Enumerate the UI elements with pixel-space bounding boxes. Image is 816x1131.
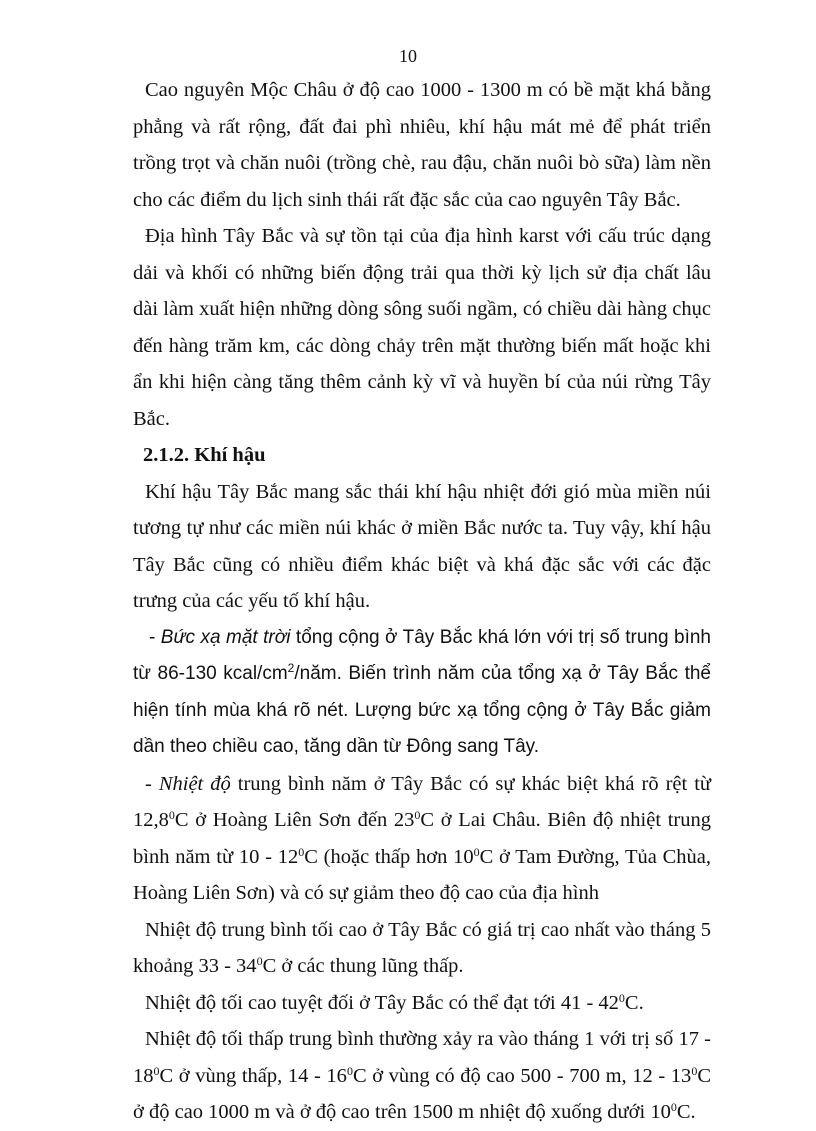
superscript: 0 <box>473 844 480 859</box>
text-segment: C ở vùng có độ cao 500 - 700 m, 12 - 13 <box>352 1064 692 1087</box>
term-temperature: Nhiệt độ <box>158 772 231 795</box>
text-segment: C ở các thung lũng thấp. <box>262 955 464 977</box>
paragraph-karst-terrain: Địa hình Tây Bắc và sự tồn tại của địa hình karst với cấu trúc dạng dải và khối có những biến động trải qua thời kỳ lịch sử địa chất lâu dài làm xuất hiện những dòng sông suối ngầm, có chiều dài hàng chục đến hàng trăm km, các dòng chảy trên mặt thường biến mất hoặc khi ẩn khi hiện càng tăng thêm cảnh kỳ vĩ và huyền bí của núi rừng Tây Bắc. <box>133 225 711 430</box>
dash: - <box>145 772 159 795</box>
paragraph-max-temperature <box>133 912 711 985</box>
paragraph-moc-chau: Cao nguyên Mộc Châu ở độ cao 1000 - 1300 m có bề mặt khá bằng phẳng và rất rộng, đất đai phì nhiêu, khí hậu mát mẻ để phát triển trồng trọt và chăn nuôi (trồng chè, rau đậu, chăn nuôi bò sữa) làm nền cho các điểm du lịch sinh thái rất đặc sắc của cao nguyên Tây Bắc. <box>133 79 711 211</box>
text-segment: /năm. Biến trình năm của tổng xạ ở Tây Bắc thể hiện tính mùa khá rõ nét. Lượng bức xạ tổng cộng ở Tây Bắc giảm dần theo chiều cao, tăng dần từ Đông sang Tây. <box>133 663 711 757</box>
superscript: 0 <box>670 1100 677 1114</box>
section-heading-climate: 2.1.2. Khí hậu <box>143 444 266 466</box>
text-segment: C (hoặc thấp hơn 10 <box>304 845 474 868</box>
paragraph-min-temperature <box>133 1021 711 1131</box>
superscript: 0 <box>256 954 263 968</box>
superscript: 0 <box>618 990 625 1005</box>
text-segment: trung bình năm ở Tây Bắc có sự khác biệt khá rõ rệt từ 12,8 <box>133 772 712 831</box>
text-segment: Nhiệt độ trung bình tối cao ở Tây Bắc có giá trị cao nhất vào tháng 5 khoảng 33 - 34 <box>133 918 711 977</box>
paragraph-absolute-max <box>133 985 711 1022</box>
text-segment: C. <box>676 1101 696 1123</box>
text-segment: Nhiệt độ tối cao tuyệt đối ở Tây Bắc có thể đạt tới 41 - 42 <box>145 991 619 1014</box>
superscript: 0 <box>153 1063 160 1078</box>
text-segment: Nhiệt độ tối thấp trung bình thường xảy ra vào tháng 1 với trị số 17 - 18 <box>133 1028 711 1087</box>
text-segment: tổng cộng ở Tây Bắc khá lớn với trị số trung bình từ 86-130 kcal/cm <box>133 626 712 684</box>
paragraph-climate-overview: Khí hậu Tây Bắc mang sắc thái khí hậu nhiệt đới gió mùa miền núi tương tự như các miền núi khác ở miền Bắc nước ta. Tuy vậy, khí hậu Tây Bắc cũng có nhiều điểm khác biệt và khá đặc sắc với các đặc trưng của các yếu tố khí hậu. <box>133 480 711 612</box>
text-segment: C ở Tam Đường, Tủa Chùa, Hoàng Liên Sơn) và có sự giảm theo độ cao của địa hình <box>133 845 711 904</box>
superscript: 0 <box>298 844 305 859</box>
superscript: 0 <box>168 808 175 822</box>
superscript: 0 <box>346 1063 353 1078</box>
superscript: 0 <box>414 808 421 822</box>
page-number: 10 <box>399 46 417 66</box>
paragraph-temperature <box>133 766 711 912</box>
superscript: 0 <box>691 1063 698 1078</box>
text-segment: C. <box>624 991 644 1014</box>
text-segment: C ở Lai Châu. Biên độ nhiệt trung bình năm từ 10 - 12 <box>133 809 711 868</box>
text-segment: C ở độ cao 1000 m và ở độ cao trên 1500 m nhiệt độ xuống dưới 10 <box>133 1064 711 1123</box>
superscript: 2 <box>287 661 295 675</box>
page-body <box>133 72 711 1131</box>
text-segment: C ở Hoàng Liên Sơn đến 23 <box>174 809 415 831</box>
text-segment: C ở vùng thấp, 14 - 16 <box>159 1064 347 1087</box>
paragraph-solar-radiation <box>133 620 711 766</box>
term-solar-radiation: Bức xạ mặt trời <box>160 626 291 648</box>
dash: - <box>149 626 161 648</box>
